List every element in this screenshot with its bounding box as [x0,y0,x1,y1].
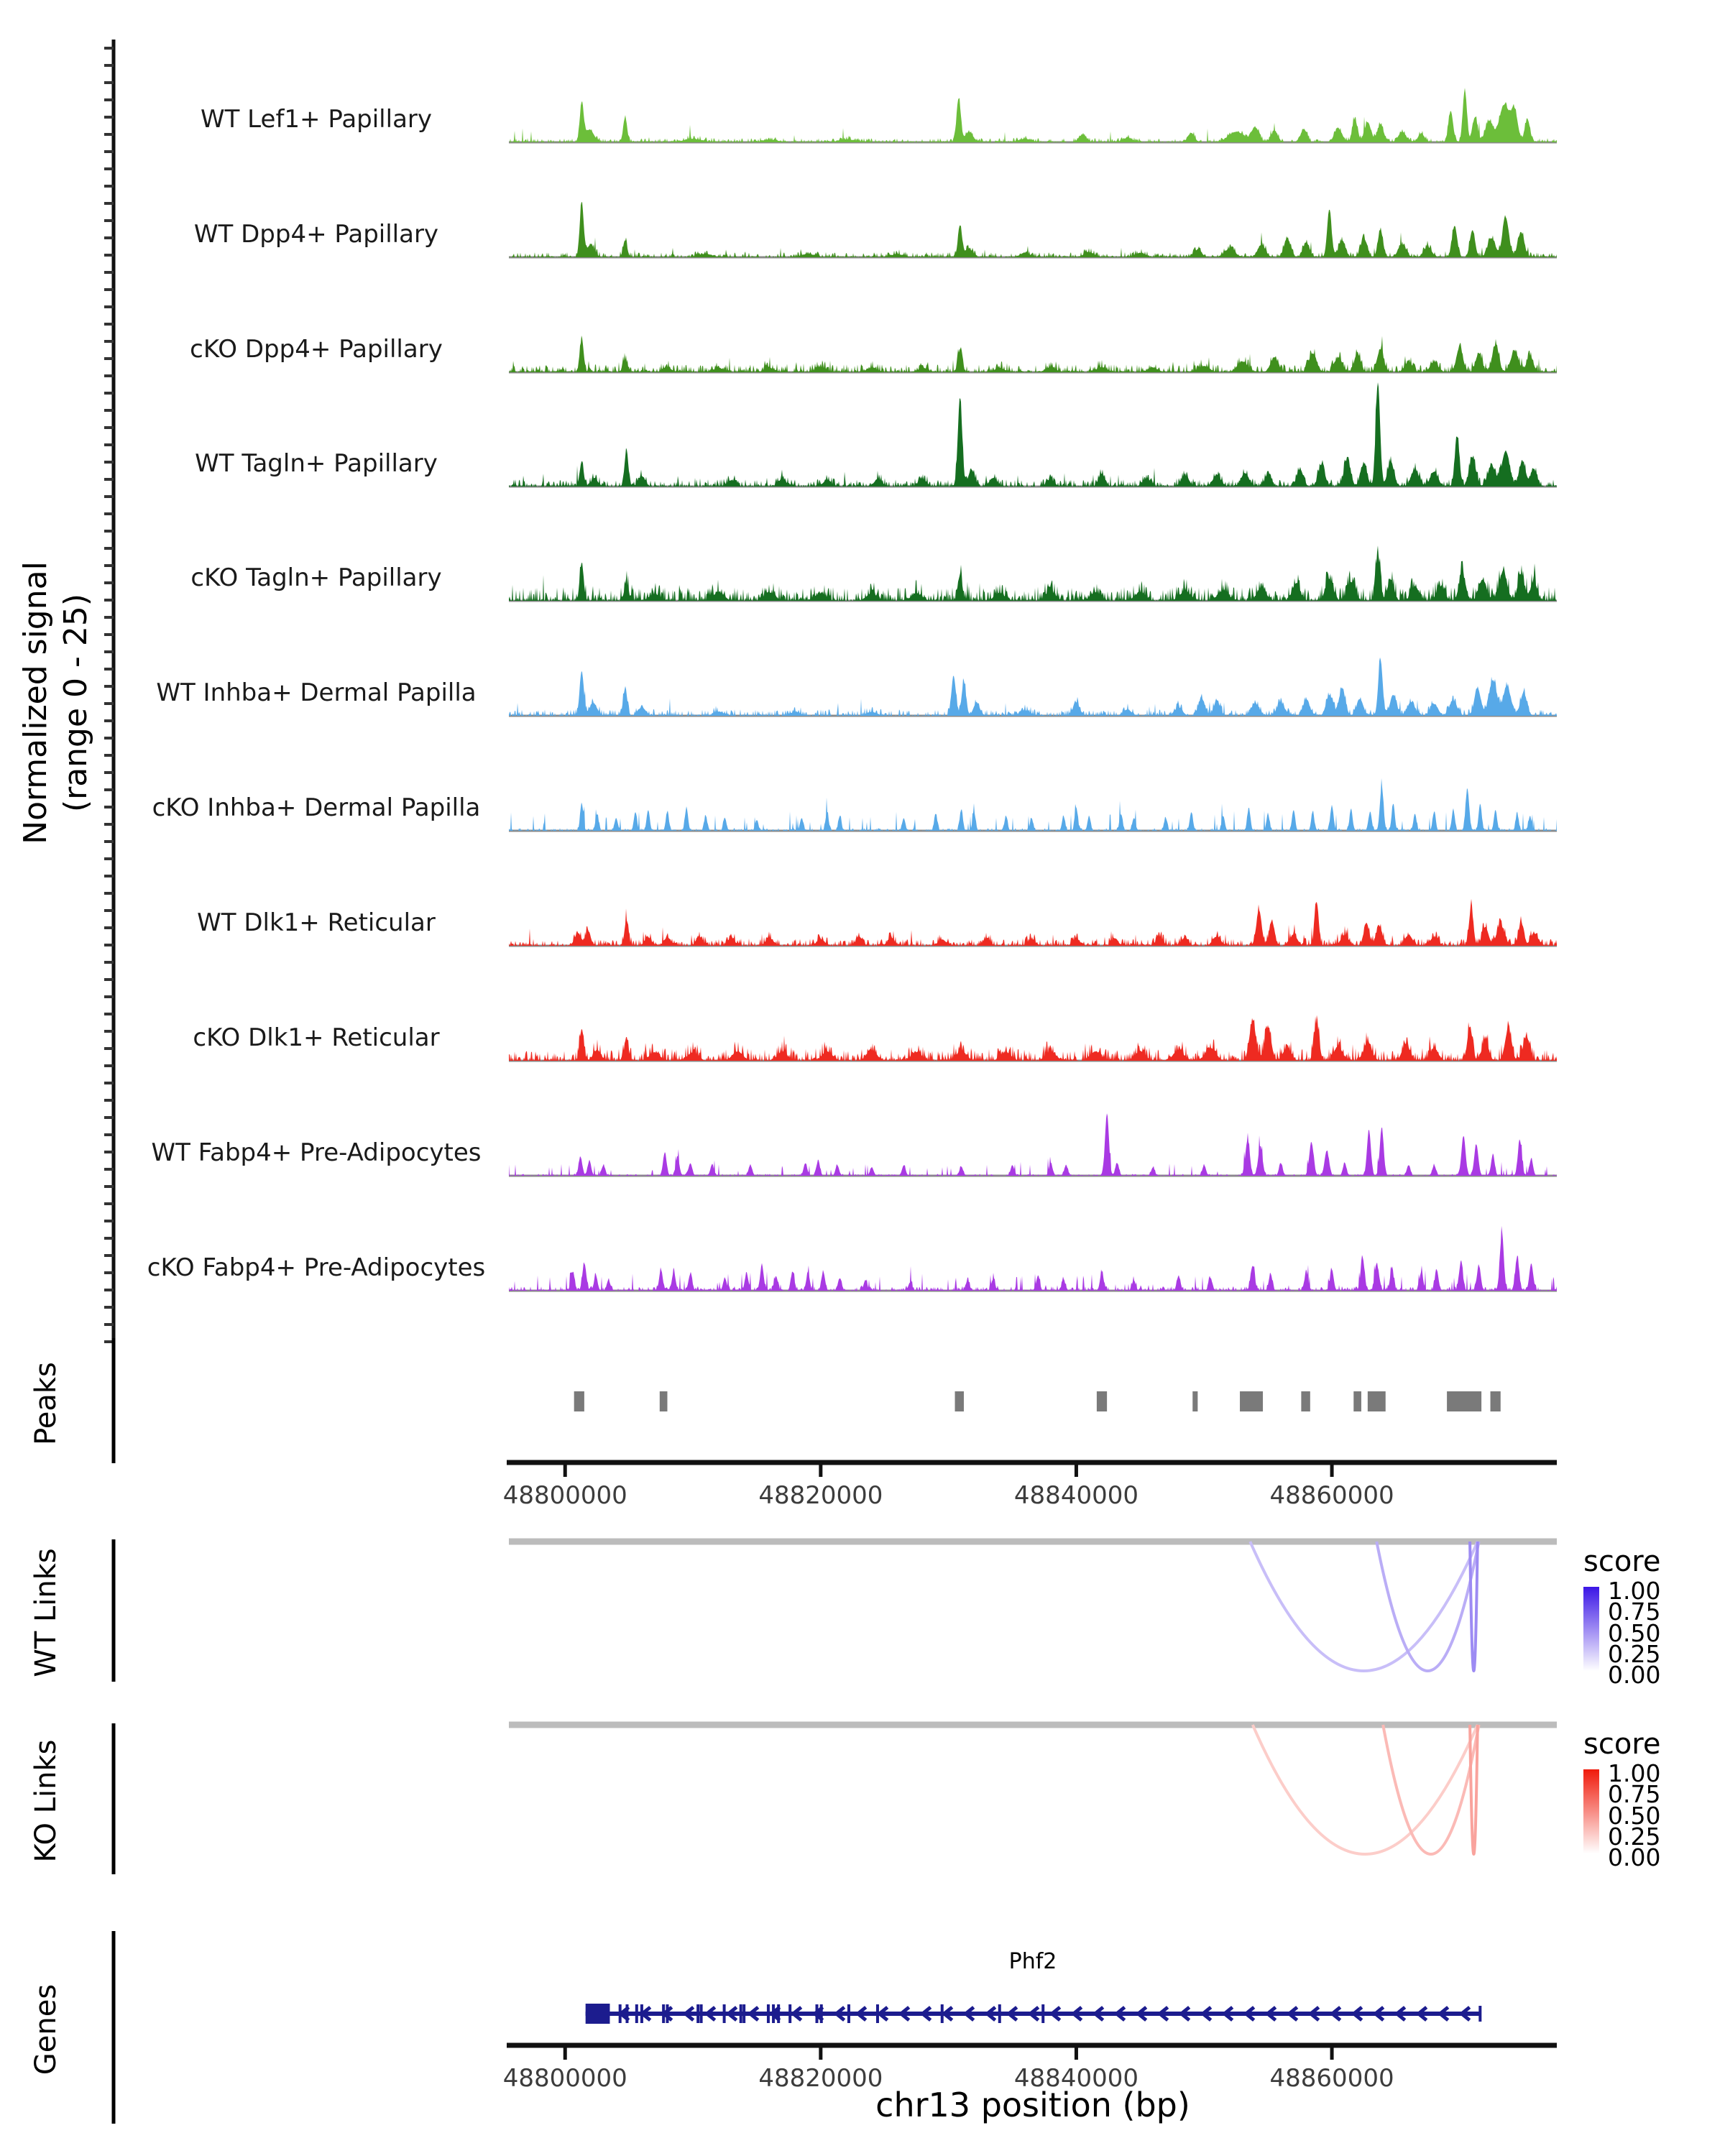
gene-exon-tick [742,2004,745,2023]
signal-track-3 [509,336,1557,372]
gene-exon-tick [847,2004,850,2023]
track-label-6: WT Inhba+ Dermal Papilla [156,678,477,707]
peak-interval [660,1391,668,1411]
ko-legend-label: 0.75 [1608,1780,1661,1809]
ko-legend-label: 1.00 [1608,1759,1661,1787]
signal-track-7 [509,778,1557,831]
ko-legend-label: 0.00 [1608,1843,1661,1871]
axis1-tick-label: 48800000 [502,1481,627,1510]
axis1-tick-label: 48820000 [758,1481,883,1510]
peak-interval [955,1391,964,1411]
track-label-2: WT Dpp4+ Papillary [193,220,439,249]
ko-link-arc [1253,1725,1478,1854]
peak-interval [1192,1391,1197,1411]
signal-track-2 [509,202,1557,257]
gene-name-label: Phf2 [1008,1949,1057,1974]
gene-exon-tick [1041,2004,1044,2023]
signal-track-1 [509,88,1557,142]
x-axis-title: chr13 position (bp) [875,2086,1190,2124]
y-axis-label-line1: Normalized signal [17,561,54,844]
wt-legend-label: 0.25 [1608,1639,1661,1668]
y-axis-label-line2: (range 0 - 25) [58,593,94,813]
track-label-5: cKO Tagln+ Papillary [190,563,442,592]
gene-exon-tick [696,2004,699,2023]
axis2-tick-label: 48860000 [1269,2064,1394,2093]
signal-track-6 [509,658,1557,716]
gene-exon-tick [723,2004,726,2023]
peak-interval [1097,1391,1107,1411]
track-label-10: WT Fabp4+ Pre-Adipocytes [151,1138,482,1167]
gene-exon-tick [635,2004,638,2023]
track-label-11: cKO Fabp4+ Pre-Adipocytes [147,1253,486,1282]
wt-legend-label: 1.00 [1608,1577,1661,1605]
section-label-ko-links: KO Links [29,1739,63,1863]
signal-track-8 [509,899,1557,946]
track-label-3: cKO Dpp4+ Papillary [190,335,443,364]
peak-interval [574,1391,584,1411]
ko-links-legend-title: score [1583,1728,1661,1761]
wt-legend-label: 0.75 [1608,1598,1661,1626]
wt-links-legend-gradient [1583,1587,1599,1671]
axis2-tick-label: 48800000 [502,2064,627,2093]
ko-legend-label: 0.25 [1608,1822,1661,1851]
signal-track-11 [509,1226,1557,1291]
track-label-9: cKO Dlk1+ Reticular [193,1023,440,1052]
gene-utr-box [586,2004,610,2024]
track-label-4: WT Tagln+ Papillary [195,449,438,478]
gene-exon-tick [998,2004,1001,2023]
peak-interval [1240,1391,1263,1411]
wt-legend-label: 0.50 [1608,1618,1661,1647]
y-axis-label [16,502,96,904]
peak-interval [1491,1391,1501,1411]
section-label-wt-links: WT Links [29,1548,63,1677]
wt-link-arc [1250,1542,1477,1671]
peak-interval [1368,1391,1386,1411]
signal-track-4 [509,382,1557,487]
signal-track-5 [509,545,1557,601]
ko-legend-label: 0.50 [1608,1801,1661,1830]
wt-link-arc [1376,1542,1478,1671]
section-label-genes: Genes [29,1984,63,2076]
axis2-tick-label: 48840000 [1013,2064,1138,2093]
peak-interval [1447,1391,1481,1411]
axis1-tick-label: 48840000 [1013,1481,1138,1510]
track-label-7: cKO Inhba+ Dermal Papilla [152,793,481,822]
track-label-1: WT Lef1+ Papillary [200,105,433,134]
wt-links-legend-title: score [1583,1545,1661,1578]
axis2-tick-label: 48820000 [758,2064,883,2093]
ko-link-arc [1383,1725,1478,1854]
signal-track-9 [509,1015,1557,1061]
signal-track-10 [509,1113,1557,1176]
gene-exon-tick [700,2004,703,2023]
section-label-peaks: Peaks [29,1362,63,1445]
peak-interval [1353,1391,1361,1411]
axis1-tick-label: 48860000 [1269,1481,1394,1510]
ko-links-legend-gradient [1583,1769,1599,1853]
peak-interval [1301,1391,1310,1411]
wt-legend-label: 0.00 [1608,1661,1661,1689]
gene-exon-tick [740,2004,742,2023]
track-label-8: WT Dlk1+ Reticular [197,908,436,937]
